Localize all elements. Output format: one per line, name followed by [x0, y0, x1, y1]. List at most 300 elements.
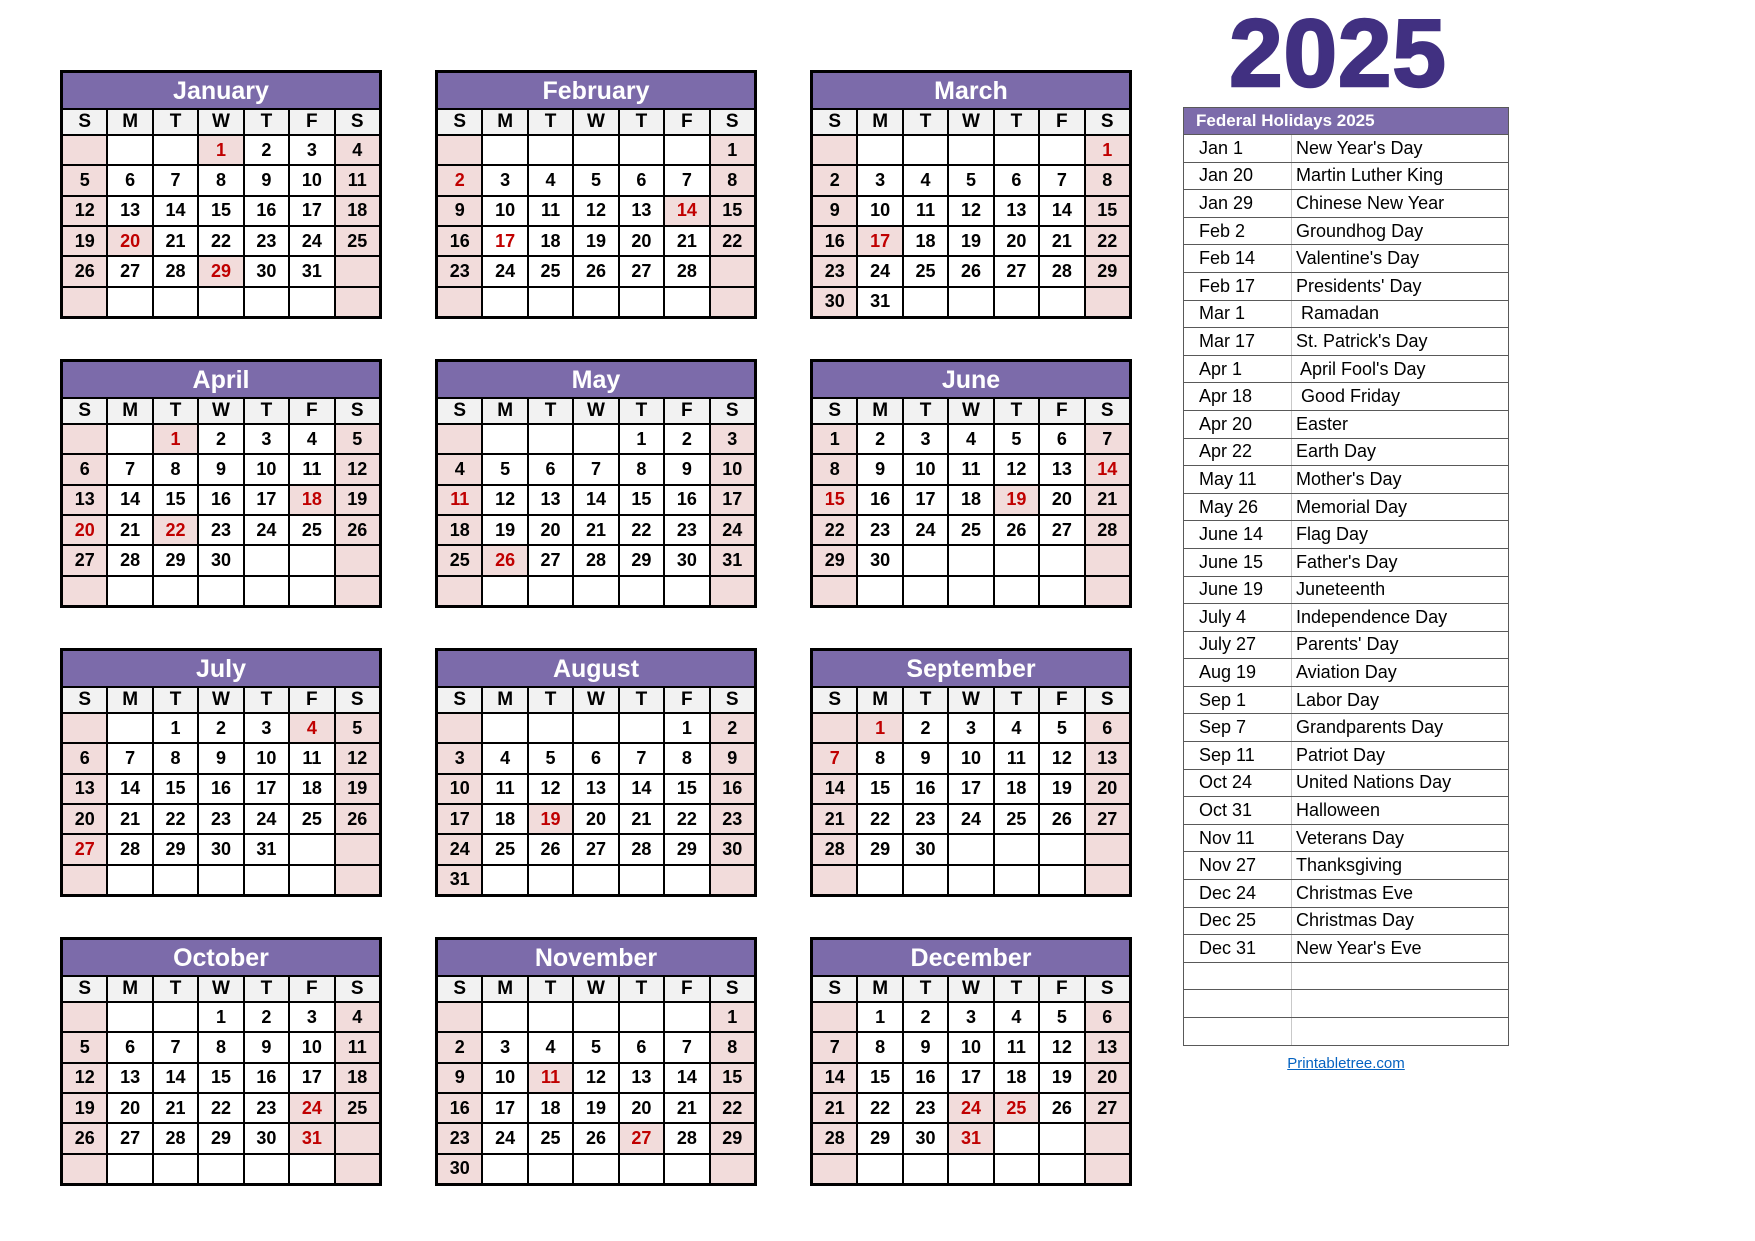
weekday-header: T [620, 110, 663, 134]
day-cell: 20 [1040, 486, 1083, 514]
weekday-header: T [529, 977, 572, 1001]
holiday-row [1184, 769, 1508, 797]
day-cell: 2 [665, 425, 708, 453]
day-cell: 23 [199, 805, 242, 833]
day-cell: 13 [108, 197, 151, 225]
day-cell: 17 [245, 486, 288, 514]
holiday-row [1184, 355, 1508, 383]
day-cell: 2 [813, 166, 856, 194]
empty-day-cell [438, 577, 481, 605]
holiday-name: Aviation Day [1296, 662, 1397, 683]
empty-day-cell [1040, 288, 1083, 316]
day-cell: 8 [711, 166, 754, 194]
holiday-row [1184, 603, 1508, 631]
day-cell: 16 [904, 1064, 947, 1092]
empty-day-cell [529, 136, 572, 164]
weekday-header: W [949, 977, 992, 1001]
day-cell: 15 [858, 1064, 901, 1092]
weekday-header: F [1040, 110, 1083, 134]
month-days [438, 399, 754, 605]
weekday-header: S [63, 977, 106, 1001]
day-cell: 12 [574, 1064, 617, 1092]
empty-day-cell [529, 577, 572, 605]
empty-day-cell [995, 546, 1038, 574]
empty-day-cell [1086, 835, 1129, 863]
day-cell: 22 [711, 1094, 754, 1122]
day-cell: 9 [245, 1033, 288, 1061]
day-cell: 2 [438, 1033, 481, 1061]
day-cell: 1 [813, 425, 856, 453]
empty-day-cell [904, 288, 947, 316]
month-days [63, 399, 379, 605]
holiday-name: Christmas Day [1296, 910, 1415, 931]
holiday-row-empty [1184, 989, 1508, 1017]
weekday-header: M [858, 399, 901, 423]
day-cell: 18 [438, 516, 481, 544]
weekday-header: W [199, 399, 242, 423]
empty-day-cell [529, 1155, 572, 1183]
day-cell: 5 [63, 166, 106, 194]
day-cell: 7 [154, 166, 197, 194]
holiday-row [1184, 382, 1508, 410]
empty-day-cell [63, 714, 106, 742]
empty-day-cell [336, 1155, 379, 1183]
holiday-name-empty [1292, 1018, 1508, 1045]
empty-day-cell [154, 866, 197, 894]
empty-day-cell [858, 136, 901, 164]
day-cell: 12 [995, 455, 1038, 483]
empty-day-cell [813, 714, 856, 742]
day-cell: 25 [336, 227, 379, 255]
day-cell: 12 [63, 1064, 106, 1092]
weekday-header: W [574, 688, 617, 712]
holiday-date: Nov 11 [1184, 825, 1292, 852]
empty-day-cell [620, 866, 663, 894]
holiday-row [1184, 189, 1508, 217]
day-cell: 11 [290, 455, 333, 483]
day-cell: 20 [1086, 1064, 1129, 1092]
day-cell: 23 [904, 805, 947, 833]
empty-day-cell [904, 577, 947, 605]
day-cell: 23 [438, 1124, 481, 1152]
day-cell: 25 [336, 1094, 379, 1122]
day-cell: 13 [108, 1064, 151, 1092]
empty-day-cell [665, 136, 708, 164]
holiday-name: Chinese New Year [1296, 192, 1445, 213]
day-cell: 5 [1040, 714, 1083, 742]
weekday-header: S [711, 110, 754, 134]
empty-day-cell [483, 425, 526, 453]
day-cell: 2 [245, 1003, 288, 1031]
weekday-header: W [199, 977, 242, 1001]
empty-day-cell [108, 1155, 151, 1183]
weekday-header: M [108, 110, 151, 134]
weekday-header: M [858, 110, 901, 134]
holiday-date: July 27 [1184, 632, 1292, 659]
holiday-day-cell: 1 [154, 425, 197, 453]
weekday-header: M [108, 399, 151, 423]
footer [1183, 1055, 1509, 1072]
holidays-table-title: Federal Holidays 2025 [1184, 108, 1508, 134]
empty-day-cell [813, 866, 856, 894]
day-cell: 11 [336, 166, 379, 194]
day-cell: 15 [1086, 197, 1129, 225]
day-cell: 22 [620, 516, 663, 544]
day-cell: 18 [529, 1094, 572, 1122]
empty-day-cell [199, 288, 242, 316]
holiday-row [1184, 217, 1508, 245]
weekday-header: F [665, 399, 708, 423]
empty-day-cell [438, 425, 481, 453]
day-cell: 26 [336, 805, 379, 833]
day-cell: 1 [711, 1003, 754, 1031]
month-title: October [63, 940, 379, 977]
empty-day-cell [995, 577, 1038, 605]
day-cell: 19 [1040, 775, 1083, 803]
day-cell: 4 [336, 1003, 379, 1031]
month-title: November [438, 940, 754, 977]
weekday-header: W [949, 110, 992, 134]
empty-day-cell [1040, 1155, 1083, 1183]
day-cell: 15 [711, 1064, 754, 1092]
day-cell: 16 [199, 486, 242, 514]
day-cell: 23 [813, 257, 856, 285]
holiday-date-empty [1184, 990, 1292, 1017]
holiday-name: Earth Day [1296, 441, 1377, 462]
day-cell: 12 [574, 197, 617, 225]
day-cell: 19 [574, 227, 617, 255]
holiday-row [1184, 438, 1508, 466]
holiday-date: Mar 1 [1184, 301, 1292, 328]
empty-day-cell [620, 288, 663, 316]
day-cell: 3 [483, 1033, 526, 1061]
day-cell: 15 [199, 197, 242, 225]
holiday-row-empty [1184, 1017, 1508, 1045]
weekday-header: F [665, 110, 708, 134]
day-cell: 17 [290, 1064, 333, 1092]
weekday-header: S [438, 977, 481, 1001]
day-cell: 26 [574, 257, 617, 285]
day-cell: 11 [336, 1033, 379, 1061]
day-cell: 14 [574, 486, 617, 514]
day-cell: 24 [858, 257, 901, 285]
day-cell: 13 [63, 775, 106, 803]
holiday-day-cell: 14 [1086, 455, 1129, 483]
day-cell: 29 [1086, 257, 1129, 285]
empty-day-cell [620, 714, 663, 742]
holiday-day-cell: 4 [290, 714, 333, 742]
day-cell: 21 [813, 1094, 856, 1122]
day-cell: 18 [336, 197, 379, 225]
holiday-row [1184, 851, 1508, 879]
month-days [813, 688, 1129, 894]
day-cell: 22 [665, 805, 708, 833]
day-cell: 23 [245, 1094, 288, 1122]
empty-day-cell [1040, 136, 1083, 164]
weekday-header: M [858, 977, 901, 1001]
day-cell: 7 [665, 1033, 708, 1061]
weekday-header: T [904, 110, 947, 134]
day-cell: 9 [904, 1033, 947, 1061]
weekday-header: T [620, 977, 663, 1001]
holiday-date: Dec 24 [1184, 880, 1292, 907]
day-cell: 1 [858, 1003, 901, 1031]
day-cell: 5 [63, 1033, 106, 1061]
empty-day-cell [949, 1155, 992, 1183]
holiday-name: Valentine's Day [1296, 248, 1420, 269]
empty-day-cell [483, 1155, 526, 1183]
holiday-row [1184, 741, 1508, 769]
day-cell: 21 [665, 227, 708, 255]
empty-day-cell [665, 1155, 708, 1183]
holiday-name: United Nations Day [1296, 772, 1452, 793]
day-cell: 2 [199, 425, 242, 453]
day-cell: 16 [858, 486, 901, 514]
day-cell: 1 [199, 1003, 242, 1031]
day-cell: 14 [620, 775, 663, 803]
day-cell: 29 [711, 1124, 754, 1152]
holiday-row [1184, 520, 1508, 548]
day-cell: 4 [483, 744, 526, 772]
weekday-header: T [245, 977, 288, 1001]
day-cell: 3 [949, 714, 992, 742]
empty-day-cell [154, 136, 197, 164]
day-cell: 9 [438, 197, 481, 225]
holiday-row [1184, 493, 1508, 521]
day-cell: 19 [574, 1094, 617, 1122]
day-cell: 5 [483, 455, 526, 483]
day-cell: 4 [336, 136, 379, 164]
day-cell: 29 [813, 546, 856, 574]
day-cell: 4 [290, 425, 333, 453]
day-cell: 17 [245, 775, 288, 803]
month-april [60, 359, 382, 608]
day-cell: 21 [1040, 227, 1083, 255]
day-cell: 4 [438, 455, 481, 483]
empty-day-cell [995, 136, 1038, 164]
holiday-row [1184, 824, 1508, 852]
day-cell: 22 [199, 227, 242, 255]
day-cell: 26 [1040, 1094, 1083, 1122]
day-cell: 12 [529, 775, 572, 803]
day-cell: 15 [620, 486, 663, 514]
day-cell: 30 [858, 546, 901, 574]
empty-day-cell [620, 136, 663, 164]
empty-day-cell [665, 288, 708, 316]
day-cell: 6 [1040, 425, 1083, 453]
empty-day-cell [336, 546, 379, 574]
day-cell: 28 [620, 835, 663, 863]
day-cell: 28 [665, 257, 708, 285]
weekday-header: T [995, 110, 1038, 134]
holiday-date: June 14 [1184, 521, 1292, 548]
day-cell: 4 [529, 166, 572, 194]
holiday-date: Feb 14 [1184, 245, 1292, 272]
day-cell: 18 [483, 805, 526, 833]
holiday-name: Flag Day [1296, 524, 1369, 545]
month-title: August [438, 651, 754, 688]
day-cell: 14 [1040, 197, 1083, 225]
weekday-header: T [154, 110, 197, 134]
day-cell: 12 [483, 486, 526, 514]
empty-day-cell [290, 835, 333, 863]
weekday-header: F [290, 110, 333, 134]
weekday-header: T [620, 688, 663, 712]
empty-day-cell [154, 577, 197, 605]
month-days [63, 688, 379, 894]
empty-day-cell [904, 136, 947, 164]
day-cell: 6 [63, 455, 106, 483]
day-cell: 31 [245, 835, 288, 863]
holiday-name-empty [1292, 963, 1508, 990]
day-cell: 1 [620, 425, 663, 453]
holiday-date: June 19 [1184, 577, 1292, 604]
day-cell: 3 [290, 136, 333, 164]
day-cell: 8 [813, 455, 856, 483]
day-cell: 19 [63, 227, 106, 255]
day-cell: 7 [108, 744, 151, 772]
holiday-date: Sep 7 [1184, 714, 1292, 741]
day-cell: 23 [245, 227, 288, 255]
empty-day-cell [336, 866, 379, 894]
day-cell: 17 [949, 775, 992, 803]
day-cell: 23 [711, 805, 754, 833]
day-cell: 26 [336, 516, 379, 544]
empty-day-cell [1086, 866, 1129, 894]
weekday-header: M [108, 977, 151, 1001]
day-cell: 3 [904, 425, 947, 453]
empty-day-cell [995, 835, 1038, 863]
empty-day-cell [108, 714, 151, 742]
day-cell: 30 [904, 835, 947, 863]
day-cell: 21 [620, 805, 663, 833]
holiday-name: Parents' Day [1296, 634, 1399, 655]
holiday-day-cell: 1 [199, 136, 242, 164]
day-cell: 1 [665, 714, 708, 742]
day-cell: 26 [574, 1124, 617, 1152]
holiday-name: Mother's Day [1296, 468, 1402, 489]
holiday-date: Dec 31 [1184, 935, 1292, 962]
day-cell: 6 [1086, 714, 1129, 742]
empty-day-cell [949, 866, 992, 894]
holiday-name: Presidents' Day [1296, 275, 1422, 296]
weekday-header: F [1040, 399, 1083, 423]
empty-day-cell [108, 425, 151, 453]
day-cell: 16 [438, 1094, 481, 1122]
holiday-row [1184, 548, 1508, 576]
day-cell: 3 [245, 425, 288, 453]
empty-day-cell [529, 425, 572, 453]
day-cell: 17 [483, 1094, 526, 1122]
day-cell: 20 [529, 516, 572, 544]
day-cell: 11 [529, 197, 572, 225]
day-cell: 10 [290, 1033, 333, 1061]
day-cell: 7 [1040, 166, 1083, 194]
empty-day-cell [574, 577, 617, 605]
holiday-name: New Year's Eve [1296, 938, 1422, 959]
day-cell: 6 [574, 744, 617, 772]
day-cell: 7 [108, 455, 151, 483]
day-cell: 3 [245, 714, 288, 742]
empty-day-cell [813, 136, 856, 164]
day-cell: 5 [529, 744, 572, 772]
day-cell: 25 [290, 516, 333, 544]
day-cell: 25 [438, 546, 481, 574]
empty-day-cell [949, 577, 992, 605]
day-cell: 19 [63, 1094, 106, 1122]
empty-day-cell [108, 1003, 151, 1031]
empty-day-cell [108, 866, 151, 894]
weekday-header: F [665, 977, 708, 1001]
printabletree-link[interactable]: Printabletree.com [1287, 1055, 1405, 1072]
empty-day-cell [574, 1155, 617, 1183]
day-cell: 30 [199, 835, 242, 863]
day-cell: 21 [665, 1094, 708, 1122]
weekday-header: S [336, 110, 379, 134]
empty-day-cell [438, 288, 481, 316]
day-cell: 7 [154, 1033, 197, 1061]
day-cell: 26 [529, 835, 572, 863]
day-cell: 17 [949, 1064, 992, 1092]
empty-day-cell [949, 835, 992, 863]
day-cell: 28 [154, 257, 197, 285]
day-cell: 23 [904, 1094, 947, 1122]
day-cell: 28 [1040, 257, 1083, 285]
empty-day-cell [1040, 577, 1083, 605]
weekday-header: F [665, 688, 708, 712]
day-cell: 8 [154, 455, 197, 483]
day-cell: 29 [858, 835, 901, 863]
holiday-row-empty [1184, 962, 1508, 990]
day-cell: 27 [1086, 805, 1129, 833]
day-cell: 19 [949, 227, 992, 255]
month-title: June [813, 362, 1129, 399]
day-cell: 25 [483, 835, 526, 863]
day-cell: 16 [904, 775, 947, 803]
day-cell: 6 [1086, 1003, 1129, 1031]
empty-day-cell [483, 866, 526, 894]
weekday-header: S [63, 399, 106, 423]
day-cell: 10 [949, 744, 992, 772]
empty-day-cell [574, 866, 617, 894]
day-cell: 13 [995, 197, 1038, 225]
holiday-day-cell: 24 [290, 1094, 333, 1122]
day-cell: 19 [1040, 1064, 1083, 1092]
day-cell: 26 [1040, 805, 1083, 833]
holiday-name: Independence Day [1296, 606, 1448, 627]
holiday-date: Aug 19 [1184, 659, 1292, 686]
day-cell: 28 [574, 546, 617, 574]
holiday-day-cell: 18 [290, 486, 333, 514]
weekday-header: F [290, 399, 333, 423]
weekday-header: T [529, 110, 572, 134]
holiday-name: Memorial Day [1296, 496, 1408, 517]
day-cell: 6 [529, 455, 572, 483]
month-october [60, 937, 382, 1186]
day-cell: 8 [711, 1033, 754, 1061]
day-cell: 29 [154, 546, 197, 574]
day-cell: 26 [995, 516, 1038, 544]
day-cell: 30 [711, 835, 754, 863]
month-july [60, 648, 382, 897]
day-cell: 22 [813, 516, 856, 544]
holiday-name: Christmas Eve [1296, 882, 1414, 903]
day-cell: 13 [574, 775, 617, 803]
holiday-day-cell: 20 [108, 227, 151, 255]
day-cell: 22 [1086, 227, 1129, 255]
day-cell: 5 [1040, 1003, 1083, 1031]
day-cell: 24 [245, 805, 288, 833]
